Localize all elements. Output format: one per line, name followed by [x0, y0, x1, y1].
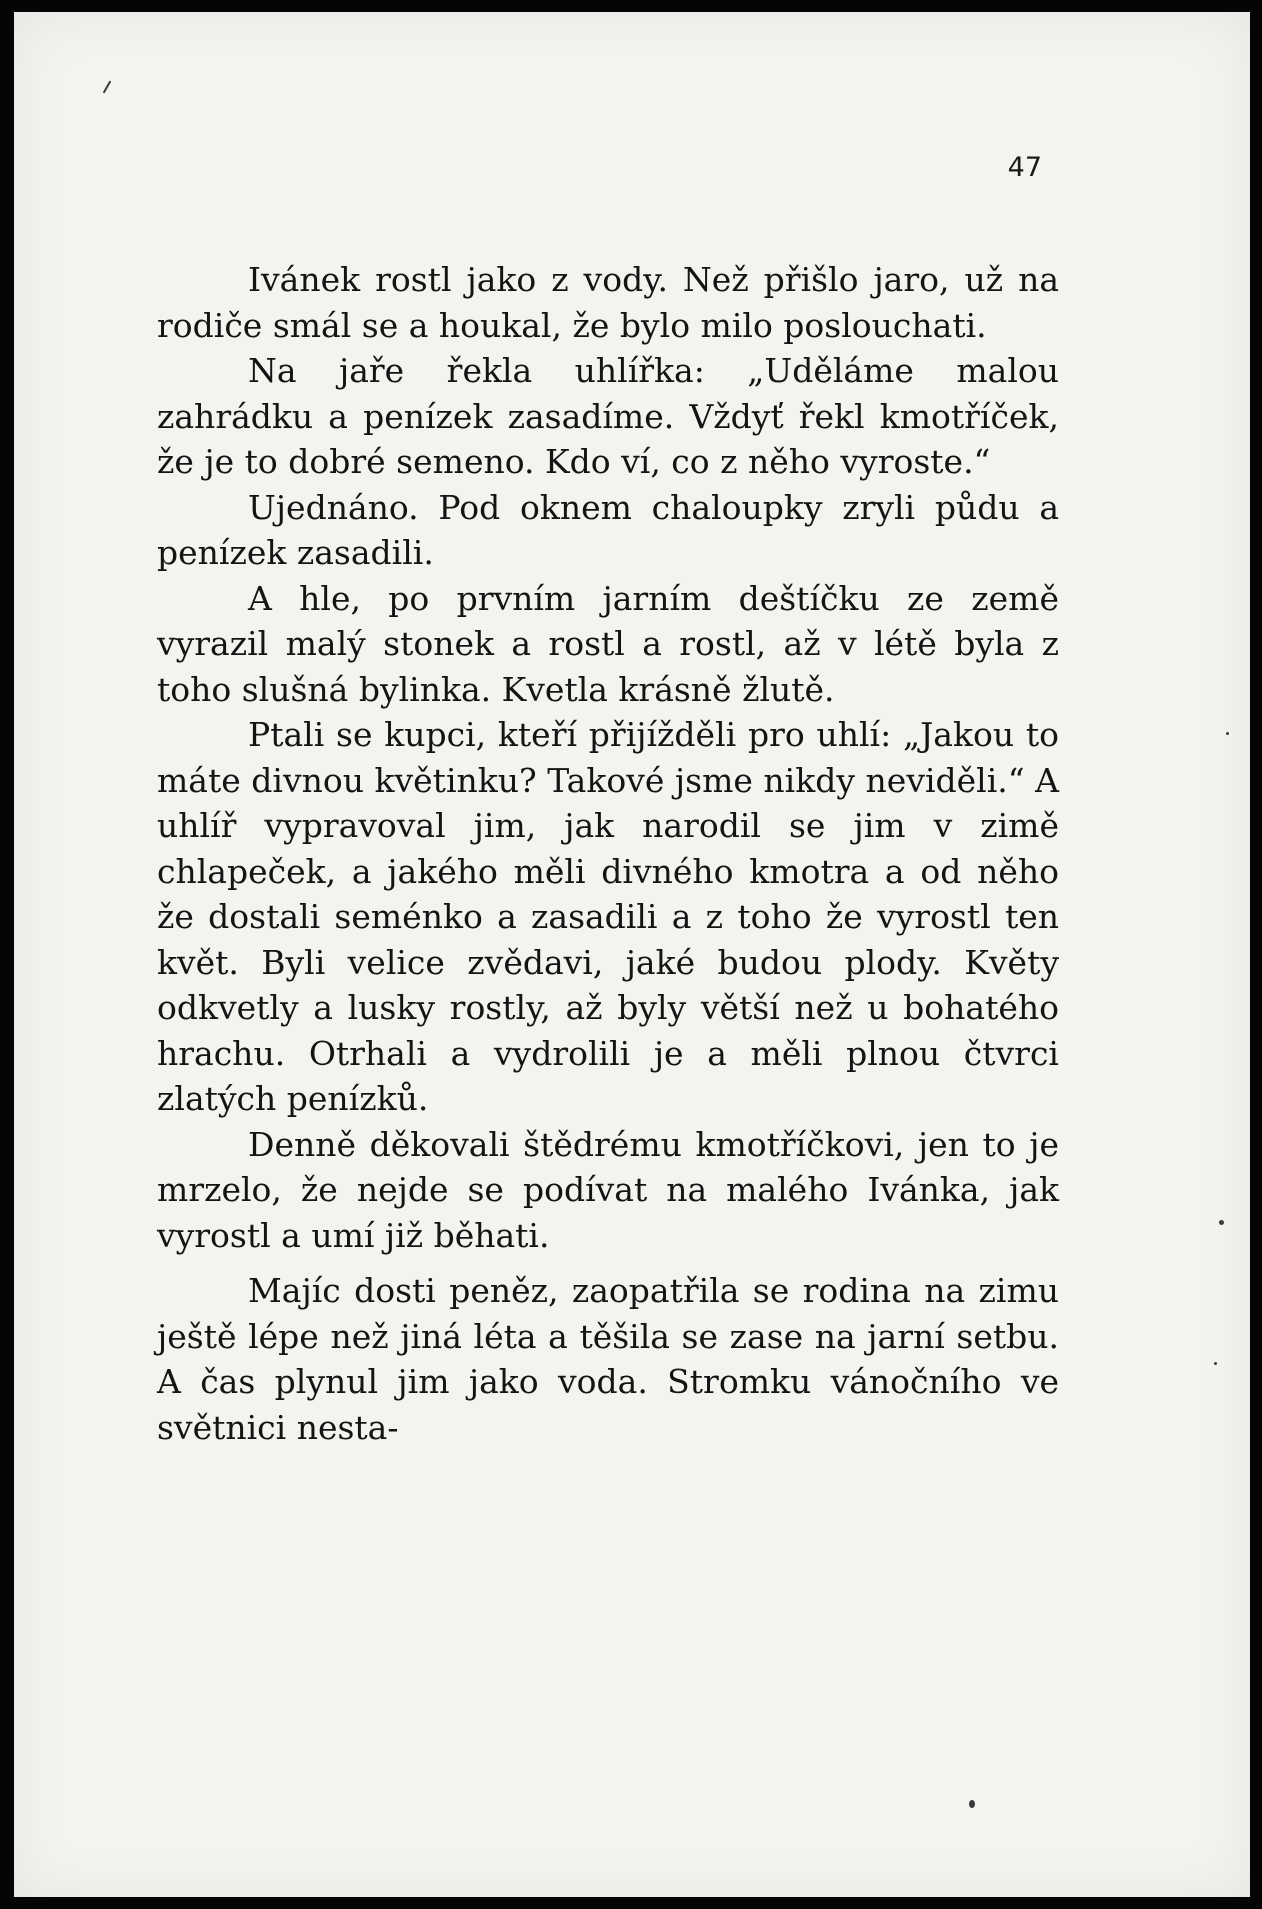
paragraph-4: A hle, po prvním jarním deštíčku ze země vyrazil malý stonek a rostl a rostl, až v létě byla z toho slušná bylinka. Kvetla krásně žlutě.: [157, 578, 1059, 709]
print-speck: [103, 80, 112, 93]
book-page: [14, 12, 1250, 1897]
paragraph-5: Ptali se kupci, kteří přijížděli pro uhlí: „Jakou to máte divnou květinku? Takové jsme nikdy neviděli.“ A uhlíř vypravoval jim, jak narodil se jim v zimě chlapeček, a jakého měli divného kmotra a od něho že dostali seménko a zasadili a z toho že vyrostl ten květ. Byli velice zvědavi, jaké budou plody. Květy odkvetly a lusky rostly, až byly větší než u bohatého hrachu. Otrhali a vydrolili je a měli plnou čtvrci zlatých penízků.: [157, 715, 1059, 1118]
print-speck: [1219, 1220, 1224, 1225]
print-speck: [1226, 732, 1229, 735]
body-text: [157, 257, 1059, 1450]
paragraph-6: Denně děkovali štědrému kmotříčkovi, jen to je mrzelo, že nejde se podívat na malého Ivánka, jak vyrostl a umí již běhati.: [157, 1124, 1059, 1255]
paragraph-2: Na jaře řekla uhlířka: „Uděláme malou zahrádku a penízek zasadíme. Vždyť řekl kmotříček, že je to dobré semeno. Kdo ví, co z něho vyroste.“: [157, 351, 1059, 481]
print-speck: [969, 1800, 975, 1808]
paragraph-3: Ujednáno. Pod oknem chaloupky zryli půdu a penízek zasadili.: [157, 487, 1059, 572]
paragraph-1: Ivánek rostl jako z vody. Než přišlo jaro, už na rodiče smál se a houkal, že bylo milo poslouchati.: [157, 260, 1059, 345]
page-number: 47: [1007, 152, 1042, 183]
print-speck: [1214, 1362, 1217, 1365]
paragraph-7: Majíc dosti peněz, zaopatřila se rodina na zimu ještě lépe než jiná léta a těšila se zase na jarní setbu. A čas plynul jim jako voda. Stromku vánočního ve světnici nesta-: [157, 1271, 1059, 1447]
